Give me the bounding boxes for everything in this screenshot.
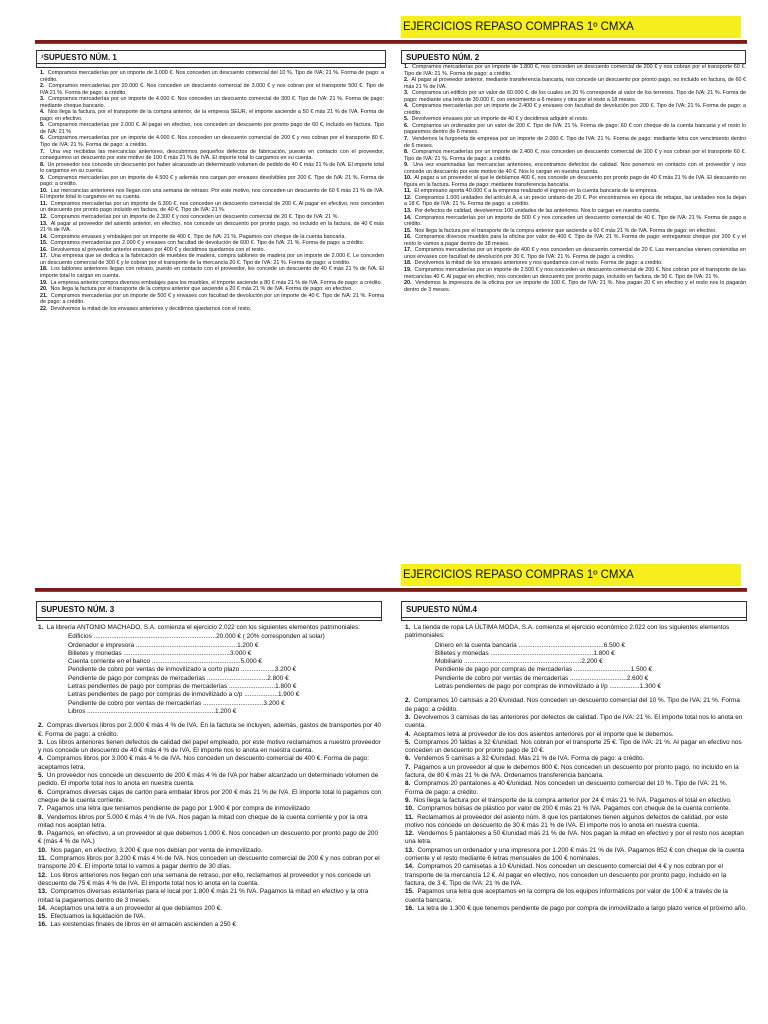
item-text: Devolvemos la mitad de los envases anteriores y nos quedamos con el resto. Forma de pago: a crédito. xyxy=(414,260,663,267)
asset-label: Billetes y monedas xyxy=(435,649,489,657)
item-number: 15. xyxy=(38,913,47,921)
list-item xyxy=(38,872,382,889)
item-number: 20. xyxy=(40,286,48,293)
item-text: Compramos mercaderías por un importe de 4.500 € y además nos cargan por envases devolvibles por 200 €. Tipo de IVA: 21 %. Forma de pago: a crédito. xyxy=(40,174,384,188)
title-rule-1 xyxy=(35,40,747,44)
item-text: Devolvemos la mitad de los envases anteriores y decidimos quedarnos con el resto. xyxy=(50,305,252,312)
item-text: Compramos libros por 3.000 € más 4 % de IVA. Nos conceden un descuento comercial de 400 €. Forma de pago: aceptamos letra. xyxy=(38,755,369,771)
item-number: 6. xyxy=(405,755,411,763)
dot-leader: ........................................................................ xyxy=(85,707,216,715)
item-number: 11. xyxy=(40,200,48,207)
item-number: 15. xyxy=(40,240,48,247)
item-text: Por defectos de calidad, devolvemos 100 unidades de las anteriores. Nos lo cargan en nuestra cuenta. xyxy=(414,208,661,215)
list-item xyxy=(404,103,746,116)
item-text: Pagamos, en efectivo, a un proveedor al que debemos 1.000 €. Nos conceden un descuento por pronto pago de 200 € (más 4 % de IVA.) xyxy=(38,830,379,846)
list-item xyxy=(405,731,747,739)
item-number: 14. xyxy=(40,233,48,240)
item-text: Compramos 20 faldas a 32 €/unidad. Nos cobran por el transporte 25 €. Tipo de IVA: 21 %. Al pagar en efectivo nos conceden un descuento por pronto pago de 10 €. xyxy=(405,738,742,755)
list-item xyxy=(38,888,382,905)
item-number: 10. xyxy=(405,805,414,813)
item-number: 1. xyxy=(40,70,45,76)
list-item xyxy=(405,714,747,731)
asset-value: 2.200 € xyxy=(581,658,603,666)
item-text: Una empresa que se dedica a la fabricación de muebles de madera, compra tablones de madera por un importe de 2.000 €. Le conceden un descuento comercial de 300 € y le cobran por el transporte de la mercancía 20 €. Tipo de IVA: 21 %. Forma de pago: a crédito. xyxy=(40,253,384,266)
list-item xyxy=(405,624,747,641)
list-item xyxy=(404,149,746,162)
item-number: 11. xyxy=(404,188,412,195)
item-text: Aceptamos una letra a un proveedor al que debíamos 200 €. xyxy=(50,904,223,912)
item-text: Compramos diversas cajas de cartón para embalar libros por 200 € más 21 % de IVA. El importe total lo pagamos con cheque de la cuenta corriente. xyxy=(38,788,382,804)
page-title-2: EJERCICIOS REPASO COMPRAS 1º CMXA xyxy=(401,564,741,586)
item-text: Reclamamos al proveedor del asiento núm. 8 que los pantalones tienen algunos defectos de calidad, por este motivo nos concede un descuento de 30 € más 21 % de IVA. El importe nos lo anota en nuestra cuenta. xyxy=(405,813,728,829)
item-text: Compramos 10 camisas a 20 €/unidad. Nos conceden un descuento comercial del 10 %. Tipo de IVA: 21 %. Forma de pago: a crédito. xyxy=(405,697,740,713)
item-text: Compramos libros por 3.200 € más 4 % de IVA. Nos conceden un descuento comercial de 200 € y nos cobran por el transporte 20 €. El importe total lo vamos a pagar dentro de 30 días. xyxy=(38,855,380,871)
list-item xyxy=(38,814,382,831)
item-number: 6. xyxy=(404,122,409,129)
list-item xyxy=(40,253,384,266)
asset-row xyxy=(435,666,747,674)
asset-row xyxy=(68,683,382,691)
list-item xyxy=(40,162,384,175)
list-item xyxy=(40,201,384,214)
item-number: 13. xyxy=(405,846,414,854)
title-rule-2 xyxy=(35,588,747,592)
item-number: 2. xyxy=(38,722,44,730)
asset-row xyxy=(68,650,382,658)
item-number: 14. xyxy=(404,214,412,221)
exercise-4-title: SUPUESTO NÚM.4 xyxy=(402,602,746,618)
asset-label: Pendiente de pago por compras de mercaderías xyxy=(435,666,573,674)
item-text: La letra de 1.300 € que tenemos pendiente de pago por compra de inmovilizado a largo plazo vence el próximo año. xyxy=(417,904,747,912)
dot-leader: ................. xyxy=(607,683,640,691)
asset-row xyxy=(435,650,747,658)
dot-leader: ................................................ xyxy=(516,641,604,649)
item-text: Vendemos 5 camisas a 32 €/unidad. Más 21 % de IVA. Forma de pago: a crédito. xyxy=(413,755,645,763)
item-text: La empresa anterior compra diversos embalajes para los muebles, el importe asciende a 80 € más 21 % de IVA. Forma de pago: a crédito. xyxy=(50,279,383,286)
asset-value: 3.200 € xyxy=(263,699,285,707)
item-number: 15. xyxy=(404,227,412,234)
asset-value: 1.900 € xyxy=(277,691,300,699)
item-text: Compramos mercaderías por 2.000 €. Al pagar en efectivo, nos conceden un descuento por pronto pago de 60 €, incluido en factura. Tipo de IVA: 21 % xyxy=(40,122,384,135)
dot-leader: ................................ xyxy=(572,666,631,674)
list-item xyxy=(40,221,384,234)
item-number: 9. xyxy=(40,174,45,181)
item-text: Los libros anteriores nos llegan con una semana de retraso, por ello, reclamamos al proveedor y nos concede un descuento de 75 € más 4 % de IVA. El importe total nos lo anota en la cuenta. xyxy=(38,871,371,887)
item-number: 2. xyxy=(404,77,409,84)
list-item xyxy=(405,780,747,797)
item-text: Las mercancías anteriores nos llegan con una semana de retraso. Por este motivo, nos conceden un descuento de 60 € más 21 % de IVA. El importe total lo cargamos en su cuenta. xyxy=(40,187,384,201)
asset-value: 1.200 € xyxy=(237,641,259,649)
item-text: Una vez recibidas las mercancías anteriores, descubrimos pequeños defectos de fabricación, puesto en contacto con el proveedor, conseguimos un descuento por este motivo de 100 € más 21 % de IVA. El importe total lo cargamos en su cuenta. xyxy=(40,148,384,162)
item-number: 7. xyxy=(404,136,409,143)
asset-value: 20.000 € ( 20% corresponden al solar) xyxy=(216,633,325,641)
list-item xyxy=(40,70,384,83)
list-item xyxy=(40,266,384,279)
list-item xyxy=(38,855,382,872)
list-item xyxy=(40,135,384,148)
item-text: Nos llega la factura por el transporte de la compra anterior que asciende a 60 € más 21 % de IVA. Forma de pago: en efectivo. xyxy=(414,227,717,234)
item-text: Pagamos una letra que teníamos pendiente de pago por 1.900 € por compra de inmovilizado xyxy=(46,805,310,813)
item-number: 12. xyxy=(405,830,414,838)
asset-list xyxy=(405,642,747,692)
list-item xyxy=(404,162,746,175)
item-text: Pagamos una letra que aceptamos en la compra de los equipos informáticos por valor de 100 € a través de la cuenta bancaria. xyxy=(405,888,728,904)
item-number: 16. xyxy=(404,234,412,241)
item-text: Compramos mercaderías por un importe de 2.400 €, nos conceden un descuento comercial de 100 € y nos cobran por el transporte 60 €. Tipo de IVA: 21 %. Forma de pago: a crédito. xyxy=(404,149,747,162)
item-number: 7. xyxy=(405,763,411,771)
list-item xyxy=(40,306,384,313)
item-number: 19. xyxy=(40,279,48,286)
item-number: 6. xyxy=(40,135,45,142)
item-number: 4. xyxy=(40,109,45,116)
item-number: 3. xyxy=(405,713,411,721)
asset-label: Mobiliario xyxy=(435,658,463,666)
dot-leader: ................... xyxy=(239,666,275,674)
item-text: Al pagar al proveedor del asiento anterior, en efectivo, nos concede un descuento por pronto pago, no incluido en la factura, de 40 € más 21 % de IVA. xyxy=(40,220,384,234)
item-number: 19. xyxy=(404,266,412,273)
item-text: Al pagar al proveedor anterior, mediante transferencia bancaria, nos concede un descuento por pronto pago, no incluido en factura, de 60 € más 21 % de IVA. xyxy=(404,77,746,90)
item-number: 20. xyxy=(404,280,412,287)
item-text: Compramos mercaderías por un importe de 4.000 €. Nos conceden un descuento comercial de 300 €. Tipo de IVA: 21 %. Forma de pago: mediante cheque bancario. xyxy=(40,96,384,109)
asset-label: Cuenta corriente en el banco xyxy=(68,658,151,666)
item-text: Los tablones anteriores llegan con retraso, puesto en contacto con el proveedor, les concede un descuento de 40 € más 21 % de IVA. El importe total lo cargan en cuenta. xyxy=(40,266,384,279)
asset-row xyxy=(435,658,747,666)
asset-label: Pendiente de cobro por ventas de inmovilizado a corto plazo xyxy=(68,666,240,674)
item-text: Vendemos la impresora de la oficina por un importe de 100 €. Tipo de IVA: 21 %. Nos pagan 20 € en efectivo y el resto nos lo pagarán dentro de 3 meses. xyxy=(404,280,746,293)
asset-row xyxy=(435,683,747,691)
list-item xyxy=(405,739,747,756)
list-item xyxy=(404,247,746,260)
list-item xyxy=(404,280,746,293)
list-item xyxy=(38,805,382,813)
item-text: Efectuamos la liquidación de IVA. xyxy=(50,913,146,921)
dot-leader: ................... xyxy=(242,691,278,699)
item-text: Nos llega la factura por el transporte de la compra anterior por 24 € más 21 % IVA. Pagamos el total en efectivo. xyxy=(413,796,732,804)
item-number: 1. xyxy=(38,624,44,631)
list-item xyxy=(40,109,384,122)
dot-leader: .................................. xyxy=(205,674,268,682)
list-item xyxy=(404,215,746,228)
item-number: 8. xyxy=(38,813,44,821)
item-text: Compramos 20 camisetas a 10 €/unidad. Nos conceden un descuento comercial del 4 € y nos cobran por el transporte de la mercancía 12 €. Al pagar en efectivo, nos conceden un descuento por pronto pago, incluido en la factura, de 3 €. Tipo de IVA: 21 % de IVA. xyxy=(405,863,727,887)
list-item xyxy=(405,797,747,805)
list-item xyxy=(38,913,382,921)
item-text: Devolvemos al proveedor anterior envases por 400 € y decidimos quedarnos con el resto. xyxy=(50,246,266,253)
asset-value: 2.600 € xyxy=(626,674,649,682)
item-number: 5. xyxy=(405,738,411,746)
asset-label: Edificios xyxy=(68,633,92,641)
item-number: 8. xyxy=(40,161,45,168)
item-number: 11. xyxy=(405,813,414,821)
dot-leader: .......................... xyxy=(227,683,276,691)
exercise-2-body xyxy=(404,64,746,293)
item-text: Compramos diversas estanterías para el local por 1.800 € más 21 % IVA. Pagamos la mitad en efectivo y la otra mitad la pagaremos dentro de 3 meses. xyxy=(38,888,369,904)
item-number: 10. xyxy=(40,187,48,194)
list-item xyxy=(404,123,746,136)
asset-value: 1.500 € xyxy=(630,666,653,674)
item-number: 6. xyxy=(38,788,44,796)
asset-value: 1.800 € xyxy=(593,649,615,657)
list-item xyxy=(404,195,746,208)
asset-label: Letras pendientes de pago por compras de inmovilizado a l/p xyxy=(435,683,608,691)
item-number: 8. xyxy=(405,780,411,788)
asset-value: 2.800 € xyxy=(267,674,289,682)
asset-label: Ordenador e impresora xyxy=(68,641,135,649)
item-number: 13. xyxy=(40,220,48,227)
item-text: Un proveedor nos concede un descuento por haber alcanzado un determinado volumen de pedido de 40 € más 21 % de IVA. El importe total lo cargamos en su cuenta. xyxy=(40,161,385,175)
item-number: 15. xyxy=(405,888,414,896)
item-text: Una vez examinadas las mercancías anteriores, encontramos defectos de calidad. Nos ponemos en contacto con el proveedor y nos concede un descuento por este motivo de 40 €. Nos lo cargan en nuestra cuenta. xyxy=(404,162,746,175)
item-number: 9. xyxy=(38,830,44,838)
item-number: 12. xyxy=(38,871,47,879)
item-text: Devolvemos envases por un importe de 40 € y decidimos adquirir el resto. xyxy=(411,116,589,123)
item-text: Vendemos la furgoneta de empresa por un importe de 2.000 €. Tipo de IVA: 21 %. Forma de pago: mediante letra con vencimiento dentro de 6 meses. xyxy=(404,136,747,149)
list-item xyxy=(38,722,382,739)
asset-label: Dinero en la cuenta bancaria xyxy=(435,641,517,649)
item-number: 14. xyxy=(405,863,414,871)
item-number: 2. xyxy=(40,83,45,90)
list-item xyxy=(38,905,382,913)
item-text: Devolvemos 3 camisas de las anteriores por defectos de calidad. Tipo de IVA: 21 %. El importe total nos lo anota en cuenta. xyxy=(405,713,743,730)
list-item xyxy=(38,772,382,789)
exercise-1-title: ¹SUPUESTO NÚM. 1 xyxy=(37,51,385,64)
asset-value: 3.000 € xyxy=(229,649,252,657)
item-number: 1. xyxy=(404,64,409,70)
list-item xyxy=(38,755,382,772)
item-number: 12. xyxy=(40,214,48,221)
asset-label: Pendiente de cobro por ventas de mercaderías xyxy=(435,674,569,682)
dot-leader: .................................................. xyxy=(150,658,241,666)
item-number: 3. xyxy=(40,96,45,103)
item-text: Compramos mercaderías por 20.000 €. Nos conceden un descuento comercial de 3.000 € y nos cobran por el transporte 500 €. Tipo de IVA:21 %. Forma de pago: a crédito. xyxy=(40,83,385,96)
item-text: Compramos mercaderías por 2.000 € y envases con facultad de devolución de 600 €. Tipo de IVA: 21 %. Forma de pago: a crédito. xyxy=(50,240,365,247)
item-number: 9. xyxy=(405,796,411,804)
asset-row xyxy=(68,658,382,666)
item-number: 12. xyxy=(404,194,412,201)
item-text: Compramos mercaderías por un importe de 500 € y envases con facultad de devolución por un importe de 40 €. Tipo de IVA: 21 %. Forma de pago: a crédito. xyxy=(40,292,384,306)
item-number: 22. xyxy=(40,305,48,312)
exercise-box-1 xyxy=(36,50,386,68)
item-number: 17. xyxy=(40,253,48,260)
asset-list xyxy=(38,633,382,716)
list-item xyxy=(38,847,382,855)
item-number: 16. xyxy=(38,921,47,929)
item-number: 7. xyxy=(38,805,44,813)
list-item xyxy=(405,764,747,781)
item-number: 7. xyxy=(40,148,45,155)
list-item xyxy=(38,789,382,806)
list-item xyxy=(40,96,384,109)
list-item xyxy=(404,267,746,280)
item-text: El empresario aporta 40.000 € a la empresa realizado el ingreso en la cuenta bancaria de la empresa. xyxy=(414,188,658,195)
asset-row xyxy=(435,642,747,650)
item-number: 4. xyxy=(405,730,411,738)
item-text: Pagamos a un proveedor al que le debemos 800 €. Nos conceden un descuento por pronto pago, no incluido en la factura, de 80 € más 21 % de IVA. Ordenamos transferencia bancaria. xyxy=(405,763,739,780)
exercise-1-body xyxy=(40,70,384,312)
dot-leader: ............................................................ xyxy=(121,649,230,657)
asset-label: Letras pendientes de pago por compras de mercaderías xyxy=(68,683,228,691)
list-item xyxy=(405,805,747,813)
list-item xyxy=(405,905,747,913)
item-number: 16. xyxy=(40,246,48,253)
list-item xyxy=(405,888,747,905)
item-text: Compramos mercaderías por un importe de 3.000 €. Nos conceden un descuento comercial del 10 %. Tipo de IVA: 21 %. Forma de pago: a crédito. xyxy=(40,70,385,83)
item-text: Aceptamos letra al proveedor de los dos asientos anteriores por el importe que le debemos. xyxy=(413,730,674,738)
list-item xyxy=(40,83,384,96)
item-number: 2. xyxy=(405,697,411,705)
item-text: Vendemos libros por 5.000 € más 4 % de IVA. Nos pagan la mitad con cheque de la cuenta corriente y por la otra mitad nos aceptan letra. xyxy=(38,813,368,829)
dot-leader: ......................................................... xyxy=(134,641,238,649)
asset-value: 1.800 € xyxy=(275,683,297,691)
item-text: Al pagar a un proveedor al que le debíamos 400 €, nos concede un descuento por pronto pago de 40 € más 21 % de IVA. El descuento no figura en la factura. Forma de pago: mediante transferencia bancaria. xyxy=(404,175,746,188)
exercise-box-4 xyxy=(401,601,747,621)
dot-leader: .......................................................... xyxy=(488,649,594,657)
list-item xyxy=(40,188,384,201)
item-text: Nos llega la factura por el transporte de la compra anterior que asciende a 20 € más 21 % de IVA. Forma de pago: en efectivo. xyxy=(50,286,353,293)
exercise-2-title: SUPUESTO NÚM. 2 xyxy=(402,51,745,64)
dot-leader: .................................. xyxy=(201,699,264,707)
list-item xyxy=(38,739,382,756)
exercise-4-body xyxy=(405,624,747,913)
dot-leader: ..................................................................... xyxy=(91,633,217,641)
asset-row xyxy=(435,675,747,683)
list-item xyxy=(38,830,382,847)
item-number: 3. xyxy=(38,738,44,746)
list-item xyxy=(38,624,382,632)
item-text: Compramos un edificio por un valor de 60.000 €, de los cuales un 20 % corresponde al valor de los terrenos. Tipo de IVA: 21 %. Forma de pago: mediante una letra de 30.000 €, con vencimiento a 6 meses y otra por el resto a 18 meses. xyxy=(404,90,746,103)
asset-label: Libros xyxy=(68,707,86,715)
item-text: Compramos mercaderías por un importe de 4.000 €. Nos conceden un descuento comercial de 200 € y nos cobran por el transporte 80 €. Tipo de IVA: 21 %. Forma de pago: a crédito. xyxy=(40,135,384,149)
item-number: 4. xyxy=(38,755,44,763)
exercise-box-3 xyxy=(36,601,382,621)
item-text: Nos llega la factura, por el transporte de la compra anterior, de la empresa SEUR, el importe asciende a 50 € más 21 % de IVA. Forma de pago: en efectivo. xyxy=(40,109,384,122)
item-number: 10. xyxy=(38,846,47,854)
dot-leader: ................................ xyxy=(568,674,627,682)
page-title-1: EJERCICIOS REPASO COMPRAS 1º CMXA xyxy=(401,16,741,38)
item-number: 8. xyxy=(404,149,409,156)
list-item xyxy=(40,293,384,306)
item-text: Nos pagan, en efectivo, 3.200 € que nos debían por venta de inmovilizado. xyxy=(50,846,263,854)
list-item xyxy=(405,830,747,847)
item-number: 13. xyxy=(404,208,412,215)
exercise-3-body xyxy=(38,624,382,930)
item-text: Compramos mercaderías por un importe de 2.400 € y envases con facultad de devolución por 200 €. Tipo de IVA: 21 %. Forma de pago: a crédito. xyxy=(404,103,746,116)
item-text: Las existencias finales de libros en el almacén ascienden a 250 € xyxy=(50,921,236,929)
item-number: 5. xyxy=(404,116,409,123)
asset-row xyxy=(68,633,382,641)
asset-value: 6.500 € xyxy=(603,641,626,649)
list-item xyxy=(404,77,746,90)
item-number: 18. xyxy=(404,260,412,267)
list-item xyxy=(404,136,746,149)
item-number: 11. xyxy=(38,855,47,863)
item-text: Compramos mercaderías por un importe de 2.500 € y nos conceden un descuento comercial de 200 €. Nos cobran por el transporte de las mercancías 40 €. Al pagar en efectivo, nos conceden un descuento por pronto pago, incluido en factura, de 50 €. Tipo de IVA: 21 %. xyxy=(404,266,746,280)
item-number: 9. xyxy=(404,162,409,169)
item-text: Compramos 1.000 unidades del artículo A, a un precio unitario de 20 €. Por encontrarnos en época de rebajas, las unidades nos la dejan a 18 €. Tipo de IVA: 21 %. Forma de pago: a crédito. xyxy=(404,194,746,208)
asset-row xyxy=(68,700,382,708)
list-item xyxy=(40,149,384,162)
item-number: 5. xyxy=(38,772,44,780)
asset-label: Pendiente de cobro por ventas de mercaderías xyxy=(68,699,202,707)
list-item xyxy=(405,863,747,888)
list-item xyxy=(405,755,747,763)
asset-row xyxy=(68,666,382,674)
list-item xyxy=(405,697,747,714)
item-text: Compramos bolsas de plástico por valor de 200 € más 21 % IVA. Pagamos con cheque de la cuenta corriente. xyxy=(417,805,731,813)
exercise-3-title: SUPUESTO NÚM. 3 xyxy=(37,602,381,618)
item-number: 13. xyxy=(38,888,47,896)
list-item xyxy=(38,921,382,929)
list-item xyxy=(405,814,747,831)
list-item xyxy=(404,64,746,77)
item-number: 16. xyxy=(405,904,414,912)
item-number: 4. xyxy=(404,103,409,110)
asset-row xyxy=(68,675,382,683)
item-number: 17. xyxy=(404,247,412,254)
item-number: 18. xyxy=(40,266,48,273)
list-item xyxy=(404,90,746,103)
asset-row xyxy=(68,691,382,699)
item-text: Compramos mercaderías por un importe de 500 € y nos conceden un descuento comercial de 40 €. Tipo de IVA: 21 %. Forma de pago a crédito. xyxy=(404,214,746,228)
asset-value: 5.000 € xyxy=(240,658,262,666)
asset-value: 1.300 € xyxy=(639,683,661,691)
dot-leader: .................................................................. xyxy=(462,658,582,666)
intro-text: La librería ANTONIO MACHADO, S.A. comienza el ejercicio 2.022 con los siguientes elementos patrimoniales: xyxy=(46,624,361,631)
item-number: 5. xyxy=(40,122,45,129)
exercise-box-2 xyxy=(401,50,746,64)
list-item xyxy=(404,175,746,188)
item-number: 10. xyxy=(404,175,412,182)
asset-row xyxy=(68,708,382,716)
item-text: Compramos mercaderías por un importe de 400 € y nos conceden un descuento comercial de 20 €. Las mercancías vienen contenidas en unos envases con facultad de devolución por 30 €. Tipo de IVA: 21 %. Forma de pago: a crédito. xyxy=(404,247,746,260)
item-text: Compramos mercaderías por un importe de 2.300 € y nos conceden un descuento comercial de 20 €. Tipo de IVA: 21 %. xyxy=(50,214,339,221)
item-number: 1. xyxy=(405,624,411,631)
item-text: Vendemos 5 pantalones a 50 €/unidad más 21 % de IVA. Nos pagan la mitad en efectivo y por el resto nos aceptan una letra. xyxy=(405,830,744,846)
item-text: Compramos un ordenador por un valor de 200 €. Tipo de IVA: 21 %. Forma de pago: 60 € con cheque de la cuenta bancaria y el resto lo pagaremos dentro de 6 meses. xyxy=(404,122,746,136)
item-number: 21. xyxy=(40,292,48,299)
item-text: Compramos diversos muebles para la oficina por valor de 400 €. Tipo de IVA: 21 %. Forma de pago: entregamos cheque por 200 € y el resto lo vamos a pagar dentro de 18 meses. xyxy=(404,234,747,247)
list-item xyxy=(404,234,746,247)
asset-label: Billetes y monedas xyxy=(68,649,122,657)
item-text: Compramos un ordenador y una impresora por 1.200 € más 21 % de IVA. Pagamos 852 € con cheque de la cuenta corriente y el resto mediante 6 letras mensuales de 100 € nominales. xyxy=(405,846,745,863)
item-text: Un proveedor nos concede un descuento de 200 € más 4 % de IVA por haber alcanzado un determinado volumen de pedido. El importe total nos lo anota en nuestra cuenta. xyxy=(38,772,379,788)
item-number: 3. xyxy=(404,90,409,97)
item-text: Compramos mercaderías por un importe de 1.800 €, nos conceden un descuento comercial de 200 € y nos cobran por el transporte 60 €. Tipo de IVA: 21 %. Forma de pago: a crédito. xyxy=(404,64,747,77)
list-item xyxy=(40,175,384,188)
asset-value: 3.200 € xyxy=(274,666,297,674)
asset-row xyxy=(68,642,382,650)
asset-label: Pendiente de pago por compras de mercaderías xyxy=(68,674,206,682)
asset-label: Letras pendientes de pago por compras de inmovilizado a c/p xyxy=(68,691,243,699)
item-text: Compramos envases y embalajes por un importe de 400 €. Tipo de IVA: 21 %. Pagamos con cheque de la cuenta bancaria. xyxy=(50,233,346,240)
item-number: 14. xyxy=(38,904,47,912)
list-item xyxy=(405,847,747,864)
list-item xyxy=(40,122,384,135)
item-text: Compramos mercaderías por un importe de 6.300 €, nos conceden un descuento comercial de 200 €. Al pagar en efectivo, nos conceden un descuento por pronto pago incluido en factura, de 40 €. Tipo de IVA: 21 %. xyxy=(40,200,384,214)
item-text: Los libros anteriores tienen defectos de calidad del papel empleado, por este motivo reclamamos a nuestro proveedor y nos concede un descuento de 40 € más 4 % de IVA. El importe nos lo anota en nuestra cuenta. xyxy=(38,738,381,755)
asset-value: 1.200 € xyxy=(215,707,237,715)
item-text: Compramos 20 pantalones a 40 €/unidad. Nos conceden un descuento comercial del 10 %. Tipo de IVA: 21 %. Forma de pago: a crédito. xyxy=(405,780,728,796)
item-text: Compras diversos libros por 2.000 € más 4 % de IVA. En la factura se incluyen, además, gastos de transportes por 40 €. Forma de pago: a crédito. xyxy=(38,722,382,738)
intro-text: La tienda de ropa LA ÚLTIMA MODA, S.A. comienza el ejercicio económico 2.022 con los siguientes elementos patrimoniales: xyxy=(405,624,730,640)
